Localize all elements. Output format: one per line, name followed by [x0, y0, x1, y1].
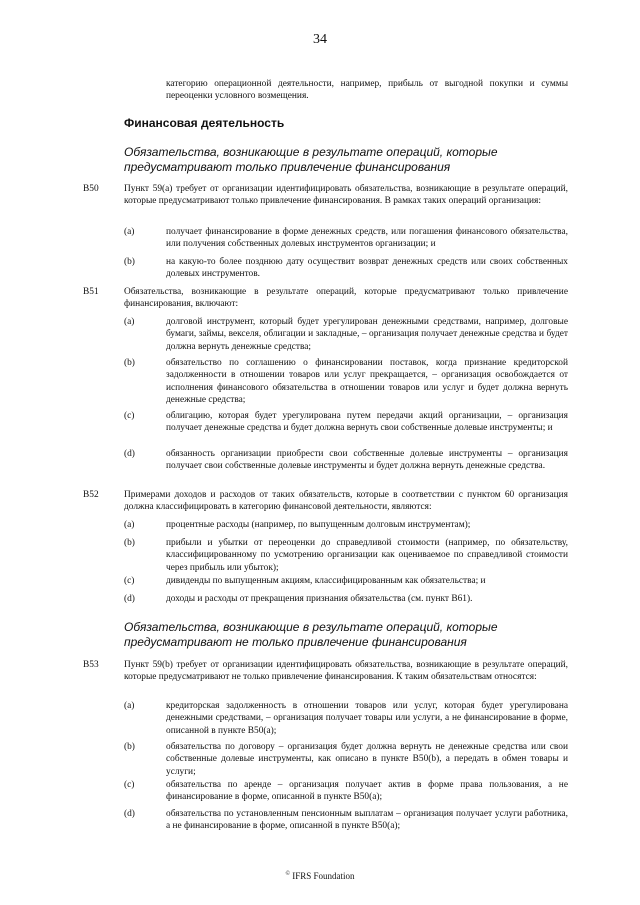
list-item: на какую-то более позднюю дату осуществит возврат денежных средств или своих собственных долевых инструментов. — [166, 257, 568, 280]
item-label: (a) — [124, 520, 135, 530]
paragraph-number-b50: B50 — [83, 184, 99, 194]
list-item: обязательства по установленным пенсионным выплатам – организация получает услуги работника, а не финансирование в форме, описанной в пункте B50(a); — [166, 809, 568, 832]
item-label: (a) — [124, 701, 135, 711]
paragraph-b51: Обязательства, возникающие в результате операций, которые предусматривают только привлечение финансирования, включают: — [124, 287, 568, 310]
list-item: доходы и расходы от прекращения признания обязательства (см. пункт B61). — [166, 594, 473, 604]
copyright-symbol: © — [285, 871, 291, 877]
list-item: дивиденды по выпущенным акциям, классифицированным как обязательства; и — [166, 576, 486, 586]
item-label: (c) — [124, 411, 135, 421]
subheading-not-only-financing: Обязательства, возникающие в результате операций, которые предусматривают не только привлечение финансирования — [124, 620, 498, 649]
list-item: долговой инструмент, который будет урегулирован денежными средствами, например, долговые бумаги, займы, векселя, облигации и закладные, – организация получает денежные средства и будет должна вернуть денежные средства; — [166, 317, 568, 352]
list-item: обязательства по аренде – организация получает актив в форме права пользования, а не финансирование в форме, описанной в пункте B50(a); — [166, 780, 568, 803]
item-label: (d) — [124, 809, 135, 819]
paragraph-b52: Примерами доходов и расходов от таких обязательств, которые в соответствии с пунктом 60 организация должна классифицировать в категорию финансовой деятельности, являются: — [124, 490, 568, 513]
item-label: (b) — [124, 742, 135, 752]
item-label: (a) — [124, 317, 135, 327]
paragraph-b53: Пункт 59(b) требует от организации идентифицировать обязательства, возникающие в результате операций, которые предусматривают не только привлечение финансирования. К таким обязательствам относятся: — [124, 660, 568, 683]
item-label: (a) — [124, 227, 135, 237]
item-label: (b) — [124, 538, 135, 548]
paragraph-number-b53: B53 — [83, 660, 99, 670]
list-item: получает финансирование в форме денежных средств, или погашения финансового обязательства, или получения собственных долевых инструментов организации; и — [166, 227, 568, 250]
list-item: обязательство по соглашению о финансировании поставок, когда признание кредиторской задолженности в отношении товаров или услуг прекращается, – организация освобождается от исполнения финансового обязательства в отношении товаров или услуг и будет должна вернуть денежные средства; — [166, 358, 568, 405]
item-label: (d) — [124, 594, 135, 604]
list-item: обязанность организации приобрести свои собственные долевые инструменты – организация получает свои собственные долевые инструменты и будет должна вернуть денежные средства. — [166, 449, 568, 472]
footer-text: IFRS Foundation — [292, 871, 355, 881]
item-label: (c) — [124, 576, 135, 586]
item-label: (b) — [124, 257, 135, 267]
subheading-financing-only: Обязательства, возникающие в результате операций, которые предусматривают только привлечение финансирования — [124, 145, 498, 174]
list-item: обязательства по договору – организация будет должна вернуть не денежные средства или свои собственные долевые инструменты, как описано в пункте B50(b), а передать в обмен товары и услуги; — [166, 742, 568, 777]
list-item: процентные расходы (например, по выпущенным долговым инструментам); — [166, 520, 471, 530]
page-number: 34 — [313, 32, 327, 47]
list-item: кредиторская задолженность в отношении товаров или услуг, которая будет урегулирована денежными средствами, – организация получает товары или услуги, а не финансирование в форме, описанной в пункте B50(a); — [166, 701, 568, 736]
item-label: (c) — [124, 780, 135, 790]
paragraph-b50: Пункт 59(a) требует от организации идентифицировать обязательства, возникающие в результате операций, которые предусматривают только привлечение финансирования. В рамках таких операций организация: — [124, 184, 568, 207]
paragraph-number-b51: B51 — [83, 287, 99, 297]
list-item: прибыли и убытки от переоценки до справедливой стоимости (например, по обязательству, классифицированному по усмотрению организации как оцениваемое по справедливой стоимости через прибыль или убыток); — [166, 538, 568, 573]
section-title: Финансовая деятельность — [124, 116, 285, 130]
item-label: (b) — [124, 358, 135, 368]
continuation-paragraph: категорию операционной деятельности, например, прибыль от выгодной покупки и суммы переоценки условного возмещения. — [166, 79, 568, 102]
paragraph-number-b52: B52 — [83, 490, 99, 500]
list-item: облигацию, которая будет урегулирована путем передачи акций организации, – организация получает денежные средства и будет должна вернуть свои собственные долевые инструменты; и — [166, 411, 568, 434]
footer — [0, 871, 640, 881]
item-label: (d) — [124, 449, 135, 459]
